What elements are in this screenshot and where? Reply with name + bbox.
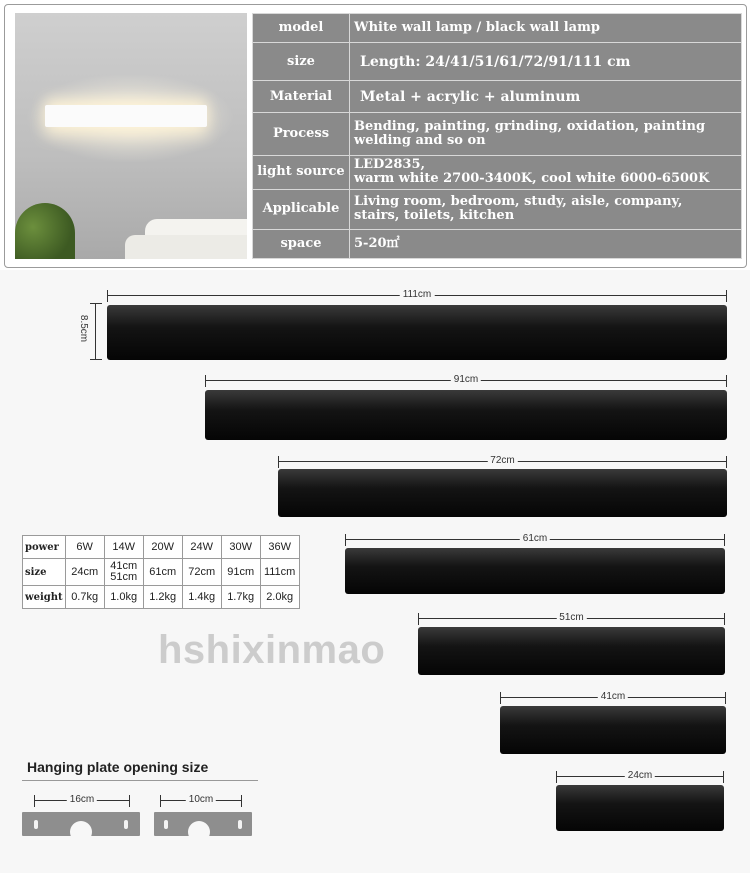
spec-value (350, 155, 742, 189)
plate-hole (70, 821, 92, 843)
dimension-label: 61cm (520, 532, 550, 546)
table-cell: 1.0kg (104, 586, 143, 609)
plate-dimension-10 (160, 795, 242, 807)
table-cell: 1.4kg (182, 586, 221, 609)
spec-row-space (253, 230, 742, 259)
size-row (23, 559, 300, 586)
dimension-line-61 (345, 534, 725, 546)
dimension-line-24 (556, 771, 724, 783)
plate-dimension-label: 16cm (67, 793, 97, 807)
spec-value-line-1: Living room, bedroom, study, aisle, company, (354, 194, 683, 210)
spec-value-line-1: LED2835, (354, 157, 426, 173)
spec-card (4, 4, 747, 268)
spec-key: size (253, 42, 350, 80)
spec-key: Process (253, 113, 350, 155)
table-cell: 91cm (221, 559, 260, 586)
spec-key: Material (253, 81, 350, 113)
lamp-bar-61 (345, 548, 725, 594)
table-cell: 111cm (260, 559, 299, 586)
table-cell: 2.0kg (260, 586, 299, 609)
plate-hole (188, 821, 210, 843)
table-cell: 36W (260, 536, 299, 559)
dimension-label: 24cm (625, 769, 655, 783)
table-cell: 20W (143, 536, 182, 559)
table-cell (104, 559, 143, 586)
spec-row-applicable (253, 189, 742, 229)
spec-value-line-1: Bending, painting, grinding, oxidation, painting (354, 118, 706, 134)
height-dimension (78, 303, 102, 360)
table-cell: 24W (182, 536, 221, 559)
title-divider (22, 780, 258, 781)
spec-table (252, 13, 742, 259)
spec-key: Applicable (253, 189, 350, 229)
spec-key: model (253, 14, 350, 43)
table-cell: 61cm (143, 559, 182, 586)
spec-value-line-2: welding and so on (354, 132, 486, 148)
hanging-plate-title: Hanging plate opening size (27, 759, 209, 775)
spec-value-line-2: stairs, toilets, kitchen (354, 208, 515, 224)
dimension-label: 91cm (451, 373, 481, 387)
spec-row-material (253, 81, 742, 113)
spec-key: space (253, 230, 350, 259)
plate-dimension-16 (34, 795, 130, 807)
dimension-label: 111cm (400, 288, 435, 302)
dimension-label: 51cm (556, 611, 586, 625)
weight-row (23, 586, 300, 609)
lamp-bar-41 (500, 706, 726, 754)
row-header: power (23, 536, 66, 559)
row-header: weight (23, 586, 66, 609)
spec-value: 5-20㎡ (350, 230, 742, 259)
dimension-label: 41cm (598, 690, 628, 704)
hanging-plate-10 (154, 812, 252, 836)
spec-row-light-source (253, 155, 742, 189)
watermark: hshixinmao (158, 628, 386, 672)
table-cell: 14W (104, 536, 143, 559)
dimension-line-91 (205, 375, 727, 387)
sofa-image (125, 235, 247, 259)
spec-value-line-2: warm white 2700-3400K, cool white 6000-6500K (354, 171, 710, 187)
lamp-bar-91 (205, 390, 727, 440)
spec-row-process (253, 113, 742, 155)
dimension-line-51 (418, 613, 725, 625)
wall-lamp-image (45, 105, 207, 127)
table-cell: 72cm (182, 559, 221, 586)
table-cell: 1.7kg (221, 586, 260, 609)
table-cell: 30W (221, 536, 260, 559)
table-cell: 24cm (65, 559, 104, 586)
spec-value (350, 113, 742, 155)
spec-value: Length: 24/41/51/61/72/91/111 cm (350, 42, 742, 80)
lamp-bar-51 (418, 627, 725, 675)
table-cell-line-2: 51cm (110, 571, 138, 583)
spec-value: Metal + acrylic + aluminum (350, 81, 742, 113)
product-photo (15, 13, 247, 259)
power-row (23, 536, 300, 559)
spec-key: light source (253, 155, 350, 189)
spec-row-model (253, 14, 742, 43)
plate-slot (124, 820, 128, 829)
lamp-bar-24 (556, 785, 724, 831)
lamp-bar-111 (107, 305, 727, 360)
plate-slot (34, 820, 38, 829)
spec-row-size (253, 42, 742, 80)
plant-image (15, 203, 75, 259)
plate-dimension-label: 10cm (186, 793, 216, 807)
hanging-plate-16 (22, 812, 140, 836)
spec-value (350, 189, 742, 229)
height-label: 8.5cm (78, 314, 90, 343)
table-cell: 1.2kg (143, 586, 182, 609)
dimension-line-72 (278, 456, 727, 468)
plate-slot (238, 820, 242, 829)
table-cell: 6W (65, 536, 104, 559)
power-size-weight-table (22, 535, 300, 609)
table-cell: 0.7kg (65, 586, 104, 609)
spec-value: White wall lamp / black wall lamp (350, 14, 742, 43)
dimension-label: 72cm (487, 454, 517, 468)
row-header: size (23, 559, 66, 586)
dimension-line-111 (107, 290, 727, 302)
lamp-bar-72 (278, 469, 727, 517)
dimension-line-41 (500, 692, 726, 704)
plate-slot (164, 820, 168, 829)
table-cell-line-1: 41cm (110, 560, 138, 572)
